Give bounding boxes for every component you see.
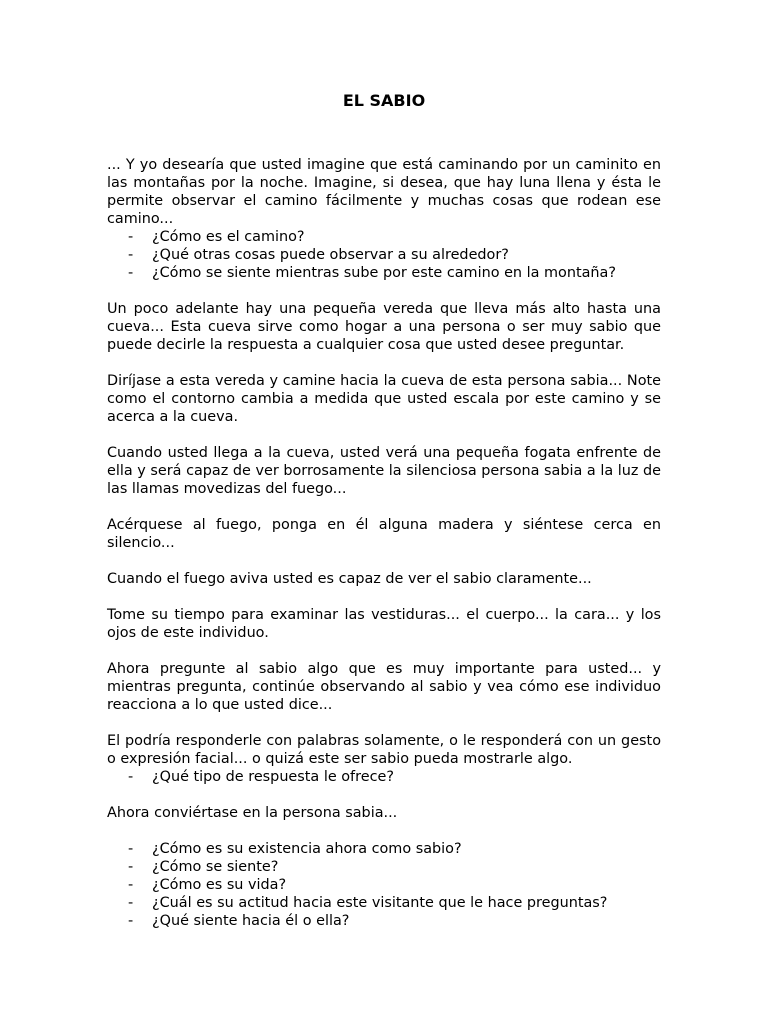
list-item <box>107 912 661 930</box>
dash-bullet: - <box>128 247 134 263</box>
document-title: EL SABIO <box>342 91 426 110</box>
dash-bullet: - <box>128 769 134 785</box>
list-item <box>107 876 661 894</box>
list-item <box>107 840 661 858</box>
paragraph: Un poco adelante hay una pequeña vereda que lleva más alto hasta una cueva... Esta cueva sirve como hogar a una persona o ser muy sabio que puede decirle la respuesta a cualquier cosa que usted desee preguntar. <box>107 301 661 353</box>
document-page <box>107 91 661 930</box>
list-item <box>107 768 661 786</box>
dash-bullet: - <box>128 229 134 245</box>
list-item-text: ¿Cuál es su actitud hacia este visitante que le hace preguntas? <box>152 895 608 911</box>
question-list <box>107 840 661 930</box>
paragraph: Cuando usted llega a la cueva, usted verá una pequeña fogata enfrente de ella y será capaz de ver borrosamente la silenciosa persona sabia a la luz de las llamas movedizas del fuego... <box>107 445 661 497</box>
dash-bullet: - <box>128 913 134 929</box>
list-item-text: ¿Qué tipo de respuesta le ofrece? <box>152 769 394 785</box>
list-item <box>107 246 661 264</box>
paragraph-gap <box>107 282 661 300</box>
paragraph: ... Y yo desearía que usted imagine que está caminando por un caminito en las montañas por la noche. Imagine, si desea, que hay luna llena y ésta le permite observar el camino fácilmente y muchas cosas que rodean ese camino... <box>107 157 661 227</box>
paragraph-gap <box>107 786 661 804</box>
list-item-text: ¿Cómo se siente mientras sube por este camino en la montaña? <box>152 265 616 281</box>
list-item <box>107 858 661 876</box>
paragraph: Diríjase a esta vereda y camine hacia la cueva de esta persona sabia... Note como el contorno cambia a medida que usted escala por este camino y se acerca a la cueva. <box>107 373 661 425</box>
paragraph: Cuando el fuego aviva usted es capaz de ver el sabio claramente... <box>107 571 592 587</box>
list-item <box>107 264 661 282</box>
dash-bullet: - <box>128 859 134 875</box>
dash-bullet: - <box>128 265 134 281</box>
paragraph-gap <box>107 822 661 840</box>
paragraph: Ahora pregunte al sabio algo que es muy importante para usted... y mientras pregunta, continúe observando al sabio y vea cómo ese individuo reacciona a lo que usted dice... <box>107 661 661 713</box>
list-item-text: ¿Qué otras cosas puede observar a su alrededor? <box>152 247 509 263</box>
paragraph: Acérquese al fuego, ponga en él alguna madera y siéntese cerca en silencio... <box>107 517 661 551</box>
paragraph-gap <box>107 426 661 444</box>
list-item-text: ¿Cómo es su vida? <box>152 877 287 893</box>
paragraph: Ahora conviértase en la persona sabia... <box>107 805 398 821</box>
document-body <box>107 156 661 930</box>
paragraph-gap <box>107 588 661 606</box>
paragraph-gap <box>107 498 661 516</box>
list-item-text: ¿Cómo se siente? <box>152 859 279 875</box>
question-list <box>107 768 661 786</box>
list-item <box>107 894 661 912</box>
list-item-text: ¿Cómo es su existencia ahora como sabio? <box>152 841 462 857</box>
paragraph-gap <box>107 642 661 660</box>
paragraph-gap <box>107 552 661 570</box>
paragraph: El podría responderle con palabras solamente, o le responderá con un gesto o expresión facial... o quizá este ser sabio pueda mostrarle algo. <box>107 733 661 767</box>
dash-bullet: - <box>128 841 134 857</box>
paragraph: Tome su tiempo para examinar las vestiduras... el cuerpo... la cara... y los ojos de este individuo. <box>107 607 661 641</box>
dash-bullet: - <box>128 895 134 911</box>
dash-bullet: - <box>128 877 134 893</box>
paragraph-gap <box>107 714 661 732</box>
question-list <box>107 228 661 282</box>
list-item-text: ¿Qué siente hacia él o ella? <box>152 913 350 929</box>
paragraph-gap <box>107 354 661 372</box>
list-item-text: ¿Cómo es el camino? <box>152 229 305 245</box>
list-item <box>107 228 661 246</box>
